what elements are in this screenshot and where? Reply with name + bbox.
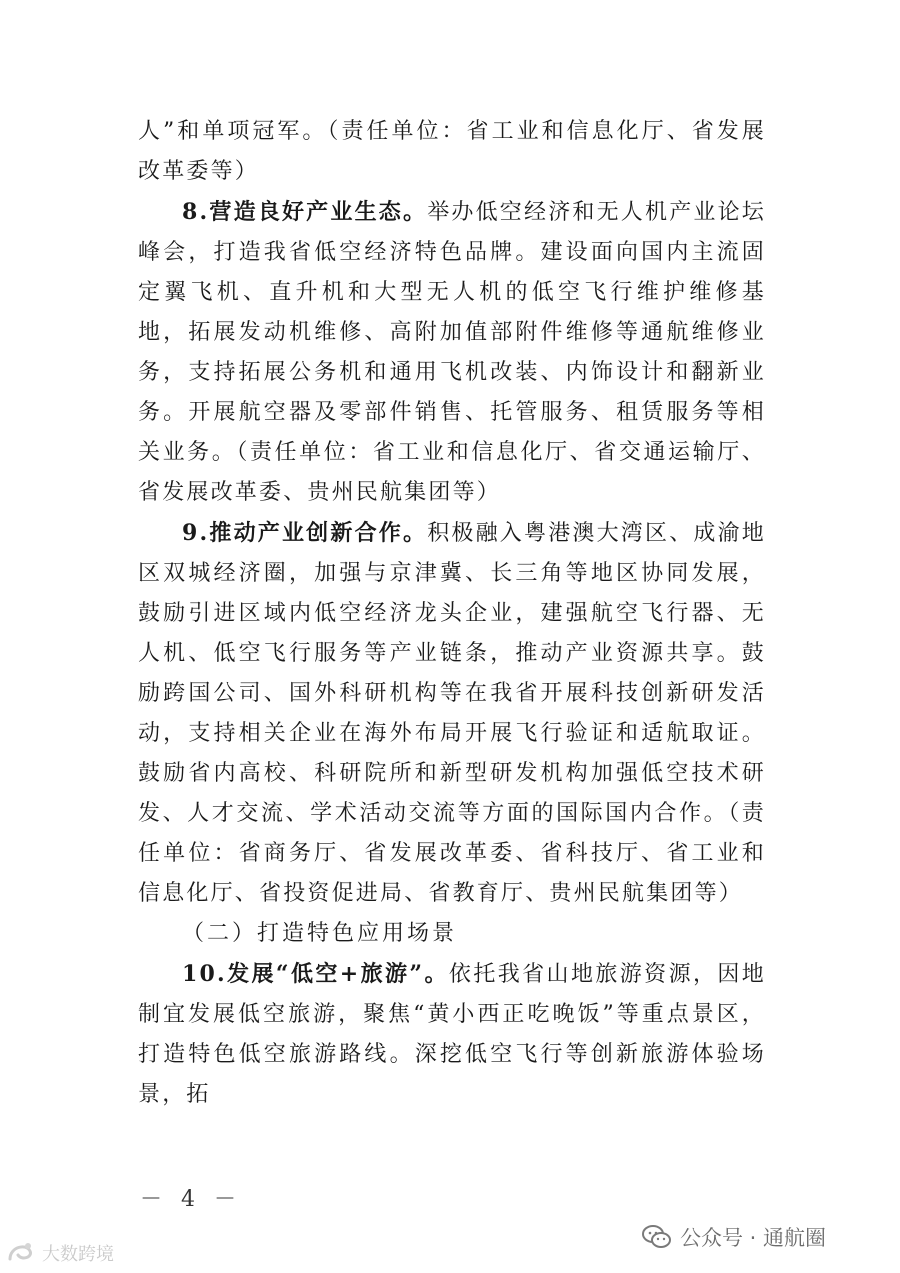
watermark-brand bbox=[6, 1240, 114, 1266]
watermark-account bbox=[642, 1222, 826, 1252]
document-body bbox=[138, 112, 766, 1115]
paragraph-text: 依托我省山地旅游资源，因地制宜发展低空旅游，聚焦“黄小西正吃晚饭”等重点景区，打造特色低空旅游路线。深挖低空飞行等创新旅游体验场景，拓 bbox=[138, 962, 766, 1107]
watermark-brand-text: 大数跨境 bbox=[42, 1244, 114, 1265]
paragraph-item-8 bbox=[138, 192, 766, 513]
page-number: － 4 － bbox=[140, 1187, 242, 1212]
paragraph-heading: 10.发展“低空+旅游”。 bbox=[182, 961, 449, 987]
paragraph-text: 积极融入粤港澳大湾区、成渝地区双城经济圈，加强与京津冀、长三角等地区协同发展，鼓励引进区域内低空经济龙头企业，建强航空飞行器、无人机、低空飞行服务等产业链条，推动产业资源共享。鼓励跨国公司、国外科研机构等在我省开展科技创新研发活动，支持相关企业在海外布局开展飞行验证和适航取证。鼓励省内高校、科研院所和新型研发机构加强低空技术研发、人才交流、学术活动交流等方面的国际国内合作。（责任单位：省商务厅、省发展改革委、省科技厅、省工业和信息化厅、省投资促进局、省教育厅、贵州民航集团等） bbox=[138, 521, 766, 906]
wechat-icon bbox=[642, 1224, 672, 1250]
watermark-account-text: 公众号 · 通航圈 bbox=[680, 1226, 827, 1250]
paragraph-heading: 8.营造良好产业生态。 bbox=[182, 199, 428, 225]
logo-swirl-icon bbox=[6, 1241, 36, 1265]
paragraph-continuation bbox=[138, 112, 766, 192]
paragraph-text: 人”和单项冠军。（责任单位：省工业和信息化厅、省发展改革委等） bbox=[138, 119, 766, 184]
section-subheading: （二）打造特色应用场景 bbox=[182, 921, 458, 946]
paragraph-item-10 bbox=[138, 954, 766, 1115]
paragraph-text: 举办低空经济和无人机产业论坛峰会，打造我省低空经济特色品牌。建设面向国内主流固定翼飞机、直升机和大型无人机的低空飞行维护维修基地，拓展发动机维修、高附加值部附件维修等通航维修业务，支持拓展公务机和通用飞机改装、内饰设计和翻新业务。开展航空器及零部件销售、托管服务、租赁服务等相关业务。（责任单位：省工业和信息化厅、省交通运输厅、省发展改革委、贵州民航集团等） bbox=[138, 200, 766, 505]
paragraph-heading: 9.推动产业创新合作。 bbox=[182, 520, 428, 546]
paragraph-item-9 bbox=[138, 513, 766, 914]
